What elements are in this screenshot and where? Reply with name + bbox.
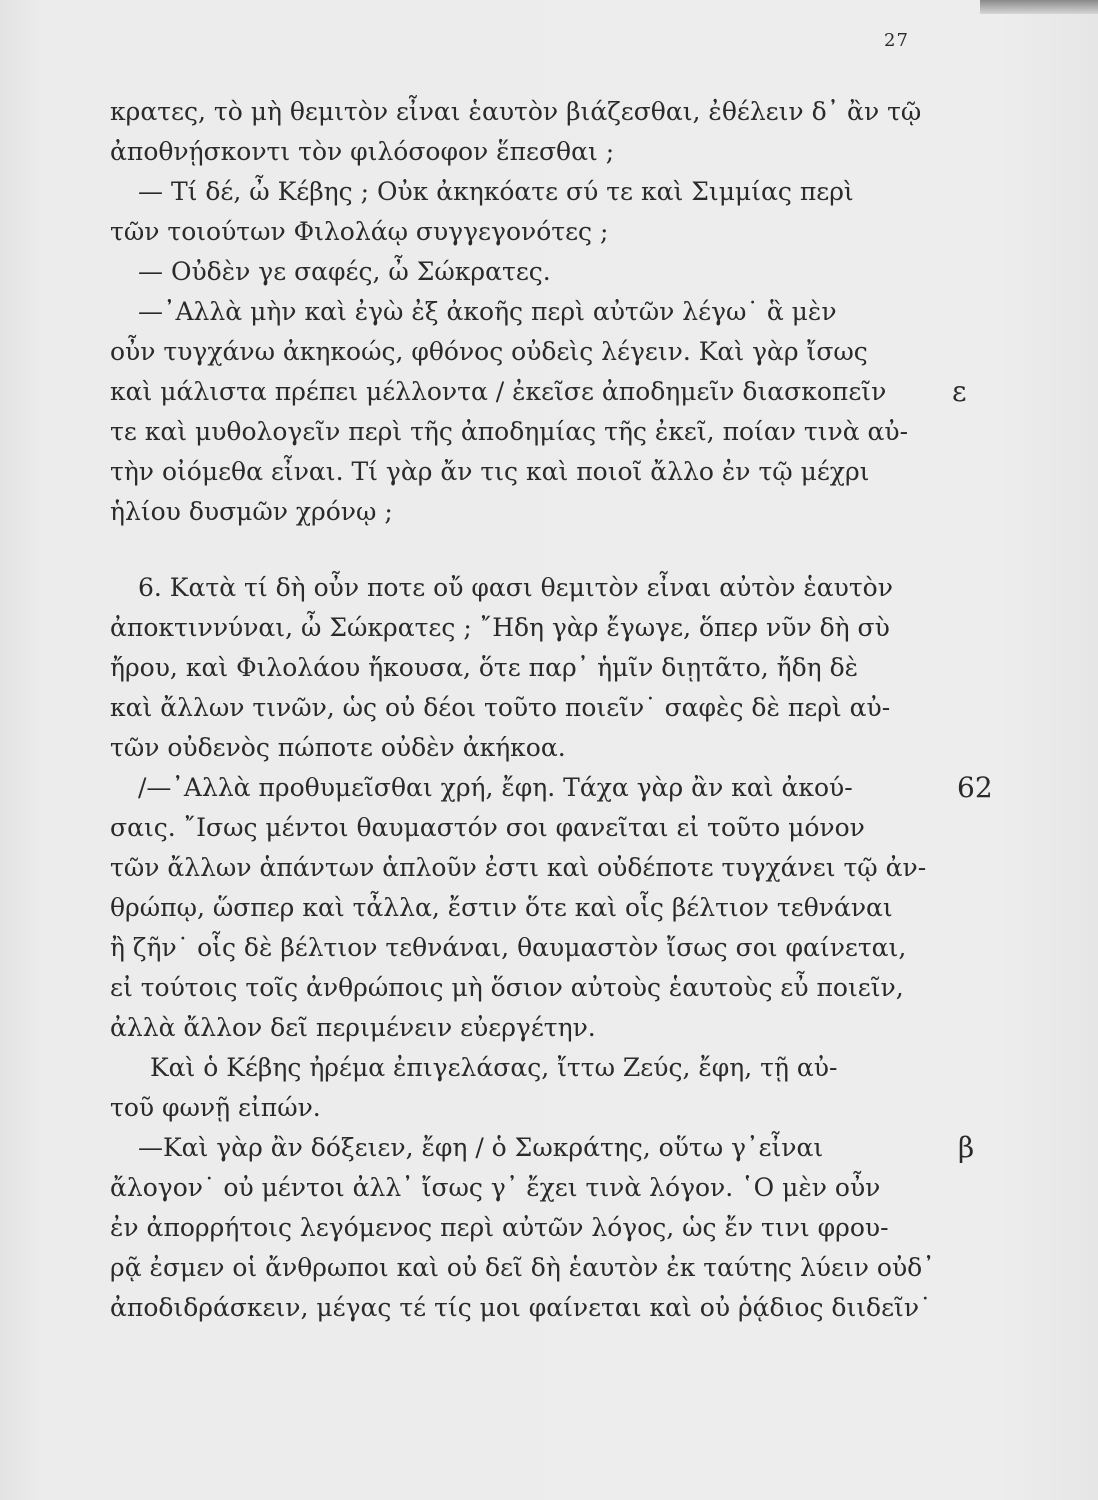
text-line: ἐν ἀπορρήτοις λεγόμενος περὶ αὐτῶν λόγος, ὡς ἔν τινι φρου-: [110, 1213, 889, 1242]
text-line: τε καὶ μυθολογεῖν περὶ τῆς ἀποδημίας τῆς ἐκεῖ, ποίαν τινὰ αὐ-: [110, 417, 909, 446]
text-line: ἄλογον˙ οὐ μέντοι ἀλλ᾽ ἴσως γ᾽ ἔχει τινὰ λόγον. ῾Ο μὲν οὖν: [110, 1173, 881, 1202]
margin-marker-62: 62: [957, 771, 993, 804]
text-line: —᾿Αλλὰ μὴν καὶ ἐγὼ ἐξ ἀκοῆς περὶ αὐτῶν λέγω˙ ἃ μὲν: [138, 297, 837, 326]
text-line: ἀποκτιννύναι, ὦ Σώκρατες ; ῎Ηδη γὰρ ἔγωγε, ὅπερ νῦν δὴ σὺ: [110, 613, 890, 642]
text-line: /—᾿Αλλὰ προθυμεῖσθαι χρή, ἔφη. Τάχα γὰρ ἂν καὶ ἀκού-: [138, 773, 853, 802]
text-line: — Οὐδὲν γε σαφές, ὦ Σώκρατες.: [138, 257, 551, 286]
text-line: — Τί δέ, ὦ Κέβης ; Οὐκ ἀκηκόατε σύ τε καὶ Σιμμίας περὶ: [138, 177, 854, 206]
margin-marker-beta: β: [958, 1131, 975, 1164]
text-line: εἰ τούτοις τοῖς ἀνθρώποις μὴ ὅσιον αὐτοὺς ἑαυτοὺς εὖ ποιεῖν,: [110, 973, 904, 1002]
text-line: σαις. ῎Ισως μέντοι θαυμαστόν σοι φανεῖται εἰ τοῦτο μόνον: [110, 813, 865, 842]
text-line: τὴν οἰόμεθα εἶναι. Τί γὰρ ἄν τις καὶ ποιοῖ ἄλλο ἐν τῷ μέχρι: [110, 457, 870, 486]
text-line: τῶν ἄλλων ἁπάντων ἁπλοῦν ἐστι καὶ οὐδέποτε τυγχάνει τῷ ἀν-: [110, 853, 927, 882]
text-line: ἤρου, καὶ Φιλολάου ἤκουσα, ὅτε παρ᾽ ἡμῖν διῃτᾶτο, ἤδη δὲ: [110, 653, 859, 682]
text-line: τῶν οὐδενὸς πώποτε οὐδὲν ἀκήκοα.: [110, 733, 566, 762]
text-line: οὖν τυγχάνω ἀκηκοώς, φθόνος οὐδεὶς λέγειν. Καὶ γὰρ ἴσως: [110, 337, 868, 366]
page-number: 27: [884, 30, 909, 51]
page-edge-shadow: [980, 0, 1098, 14]
text-line: Καὶ ὁ Κέβης ἠρέμα ἐπιγελάσας, ἴττω Ζεύς, ἔφη, τῇ αὐ-: [150, 1053, 838, 1082]
text-line: ἢ ζῆν˙ οἷς δὲ βέλτιον τεθνάναι, θαυμαστὸν ἴσως σοι φαίνεται,: [110, 933, 907, 962]
margin-marker-e: ε: [952, 375, 967, 408]
text-line: 6. Κατὰ τί δὴ οὖν ποτε οὔ φασι θεμιτὸν εἶναι αὐτὸν ἑαυτὸν: [138, 573, 893, 602]
text-line: ἀποδιδράσκειν, μέγας τέ τίς μοι φαίνεται καὶ οὐ ῥᾴδιος διιδεῖν˙: [110, 1293, 932, 1322]
text-line: τῶν τοιούτων Φιλολάῳ συγγεγονότες ;: [110, 217, 609, 246]
text-line: θρώπῳ, ὥσπερ καὶ τἆλλα, ἔστιν ὅτε καὶ οἷς βέλτιον τεθνάναι: [110, 893, 893, 922]
text-line: ἀλλὰ ἄλλον δεῖ περιμένειν εὐεργέτην.: [110, 1013, 596, 1042]
text-line: κρατες, τὸ μὴ θεμιτὸν εἶναι ἑαυτὸν βιάζεσθαι, ἐθέλειν δ᾽ ἂν τῷ: [110, 97, 922, 126]
text-line: τοῦ φωνῇ εἰπών.: [110, 1093, 321, 1122]
text-line: —Καὶ γὰρ ἂν δόξειεν, ἔφη / ὁ Σωκράτης, οὕτω γ᾽εἶναι: [138, 1133, 824, 1162]
text-line: καὶ μάλιστα πρέπει μέλλοντα / ἐκεῖσε ἀποδημεῖν διασκοπεῖν: [110, 377, 887, 406]
text-line: ἡλίου δυσμῶν χρόνῳ ;: [110, 497, 393, 526]
text-line: ρᾷ ἐσμεν οἱ ἄνθρωποι καὶ οὐ δεῖ δὴ ἑαυτὸν ἐκ ταύτης λύειν οὐδ᾽: [110, 1253, 935, 1282]
text-line: καὶ ἄλλων τινῶν, ὡς οὐ δέοι τοῦτο ποιεῖν˙ σαφὲς δὲ περὶ αὐ-: [110, 693, 891, 722]
text-line: ἀποθνῄσκοντι τὸν φιλόσοφον ἕπεσθαι ;: [110, 137, 615, 166]
